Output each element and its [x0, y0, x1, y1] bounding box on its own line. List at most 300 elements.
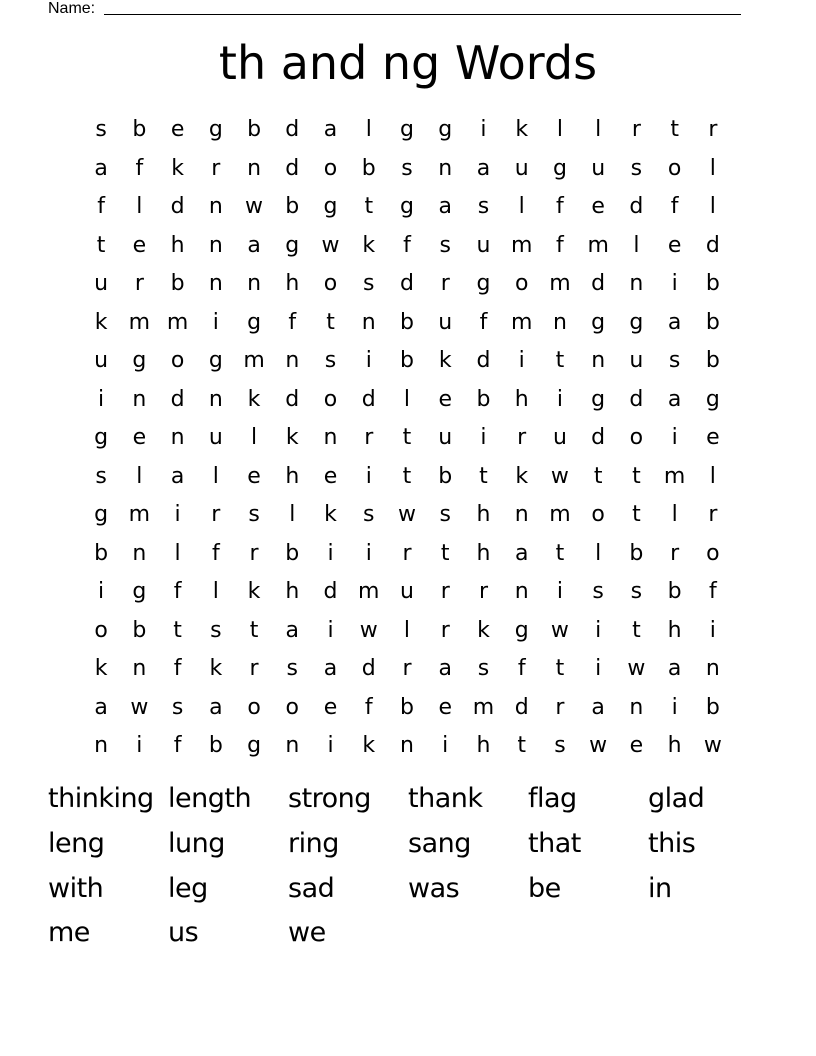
grid-letter[interactable]: w — [703, 733, 722, 759]
grid-letter[interactable]: n — [208, 271, 223, 297]
grid-letter[interactable]: b — [94, 540, 109, 566]
grid-letter[interactable]: d — [629, 386, 644, 412]
grid-letter[interactable]: r — [440, 579, 450, 605]
grid-letter[interactable]: i — [556, 386, 563, 412]
grid-letter[interactable]: w — [550, 617, 569, 643]
grid-row — [82, 650, 732, 689]
grid-letter[interactable]: t — [593, 463, 603, 489]
grid-letter[interactable]: l — [709, 155, 716, 181]
grid-letter[interactable]: a — [170, 463, 185, 489]
grid-letter[interactable]: a — [514, 540, 529, 566]
grid-letter[interactable]: o — [285, 694, 300, 720]
grid-letter[interactable]: s — [554, 733, 566, 759]
grid-letter[interactable]: w — [589, 733, 608, 759]
grid-letter[interactable]: k — [515, 463, 529, 489]
grid-letter[interactable]: s — [363, 271, 375, 297]
grid-letter[interactable]: n — [591, 348, 606, 374]
grid-letter[interactable]: t — [440, 540, 450, 566]
grid-letter[interactable]: l — [174, 540, 181, 566]
grid-letter[interactable]: a — [285, 617, 300, 643]
grid-letter[interactable]: a — [323, 117, 338, 143]
grid-letter[interactable]: l — [212, 579, 219, 605]
grid-letter[interactable]: i — [518, 348, 525, 374]
grid-letter[interactable]: w — [627, 656, 646, 682]
grid-letter[interactable]: i — [480, 425, 487, 451]
grid-letter[interactable]: e — [132, 232, 147, 258]
grid-letter[interactable]: f — [211, 540, 220, 566]
grid-letter[interactable]: b — [361, 155, 376, 181]
grid-letter[interactable]: g — [400, 117, 414, 143]
grid-letter[interactable]: i — [98, 579, 105, 605]
grid-letter[interactable]: n — [285, 733, 300, 759]
grid-letter[interactable]: l — [556, 117, 563, 143]
grid-letter[interactable]: d — [591, 271, 606, 297]
grid-letter[interactable]: h — [476, 733, 491, 759]
grid-letter[interactable]: r — [249, 540, 259, 566]
grid-letter[interactable]: d — [285, 386, 300, 412]
grid-letter[interactable]: f — [288, 309, 297, 335]
grid-letter[interactable]: n — [629, 694, 644, 720]
grid-letter[interactable]: n — [400, 733, 414, 759]
grid-letter[interactable]: d — [285, 155, 300, 181]
grid-letter[interactable]: g — [591, 386, 606, 412]
grid-letter[interactable]: b — [438, 463, 453, 489]
grid-letter[interactable]: b — [400, 348, 414, 374]
grid-letter[interactable]: m — [510, 309, 533, 335]
grid-letter[interactable]: d — [591, 425, 606, 451]
grid-letter[interactable]: o — [247, 694, 261, 720]
grid-letter[interactable]: a — [476, 155, 491, 181]
grid-letter[interactable]: f — [364, 694, 373, 720]
grid-letter[interactable]: b — [285, 194, 300, 220]
grid-letter[interactable]: i — [174, 502, 181, 528]
grid-letter[interactable]: g — [285, 232, 300, 258]
grid-letter[interactable]: f — [97, 194, 105, 220]
grid-letter[interactable]: t — [632, 463, 641, 489]
grid-row — [82, 111, 732, 150]
grid-letter[interactable]: i — [556, 579, 563, 605]
grid-letter[interactable]: t — [517, 733, 527, 759]
grid-letter[interactable]: i — [671, 694, 678, 720]
grid-letter[interactable]: t — [555, 348, 565, 374]
grid-letter[interactable]: b — [705, 348, 720, 374]
grid-letter[interactable]: s — [630, 579, 643, 605]
word-bank-item: we — [288, 917, 326, 949]
grid-letter[interactable]: u — [438, 425, 453, 451]
grid-letter[interactable]: i — [327, 733, 334, 759]
grid-letter[interactable]: w — [550, 463, 569, 489]
grid-letter[interactable]: k — [477, 617, 490, 643]
grid-letter[interactable]: e — [667, 232, 682, 258]
grid-letter[interactable]: r — [134, 271, 144, 297]
grid-letter[interactable]: n — [629, 271, 644, 297]
grid-letter[interactable]: h — [667, 617, 682, 643]
grid-letter[interactable]: w — [130, 694, 149, 720]
grid-letter[interactable]: n — [170, 425, 185, 451]
grid-row — [82, 727, 732, 766]
grid-letter[interactable]: r — [364, 425, 374, 451]
grid-letter[interactable]: b — [400, 694, 414, 720]
grid-letter[interactable]: g — [208, 117, 223, 143]
grid-letter[interactable]: l — [709, 463, 716, 489]
grid-letter[interactable]: o — [94, 617, 108, 643]
grid-letter[interactable]: t — [479, 463, 488, 489]
grid-letter[interactable]: g — [629, 309, 644, 335]
grid-letter[interactable]: o — [170, 348, 185, 374]
grid-letter[interactable]: w — [321, 232, 340, 258]
grid-letter[interactable]: e — [438, 694, 452, 720]
grid-letter[interactable]: a — [667, 386, 682, 412]
grid-letter[interactable]: i — [327, 540, 334, 566]
grid-letter[interactable]: f — [708, 579, 717, 605]
grid-letter[interactable]: h — [285, 463, 300, 489]
grid-letter[interactable]: u — [94, 271, 109, 297]
grid-letter[interactable]: g — [400, 194, 414, 220]
grid-letter[interactable]: k — [171, 155, 184, 181]
grid-letter[interactable]: u — [94, 348, 109, 374]
grid-letter[interactable]: n — [361, 309, 376, 335]
grid-letter[interactable]: n — [247, 271, 262, 297]
grid-letter[interactable]: d — [476, 348, 491, 374]
grid-letter[interactable]: e — [323, 463, 338, 489]
grid-letter[interactable]: m — [128, 502, 151, 528]
grid-letter[interactable]: o — [667, 155, 682, 181]
grid-letter[interactable]: u — [438, 309, 453, 335]
grid-letter[interactable]: r — [440, 271, 450, 297]
grid-letter[interactable]: t — [173, 617, 182, 643]
grid-letter[interactable]: n — [208, 194, 223, 220]
grid-letter[interactable]: f — [173, 656, 182, 682]
grid-letter[interactable]: w — [359, 617, 378, 643]
grid-letter[interactable]: s — [439, 502, 451, 528]
grid-letter[interactable]: s — [630, 155, 643, 181]
grid-letter[interactable]: r — [211, 155, 221, 181]
grid-letter[interactable]: o — [323, 271, 338, 297]
grid-letter[interactable]: g — [552, 155, 567, 181]
grid-letter[interactable]: u — [552, 425, 567, 451]
grid-letter[interactable]: i — [212, 309, 219, 335]
grid-letter[interactable]: h — [514, 386, 529, 412]
word-bank-item: with — [48, 872, 104, 904]
grid-letter[interactable]: g — [591, 309, 606, 335]
grid-letter[interactable]: h — [285, 579, 300, 605]
grid-letter[interactable]: m — [166, 309, 189, 335]
word-bank-item: leg — [168, 872, 208, 904]
grid-letter[interactable]: i — [709, 617, 716, 643]
grid-letter[interactable]: t — [96, 232, 106, 258]
grid-letter[interactable]: d — [400, 271, 414, 297]
grid-letter[interactable]: s — [401, 155, 413, 181]
grid-letter[interactable]: k — [94, 309, 108, 335]
grid-letter[interactable]: i — [595, 617, 602, 643]
grid-letter[interactable]: r — [478, 579, 488, 605]
grid-letter[interactable]: e — [591, 194, 605, 220]
grid-letter[interactable]: l — [671, 502, 678, 528]
grid-letter[interactable]: i — [365, 463, 372, 489]
grid-letter[interactable]: g — [247, 733, 262, 759]
grid-letter[interactable]: m — [472, 694, 495, 720]
grid-letter[interactable]: d — [361, 656, 376, 682]
grid-letter[interactable]: i — [98, 386, 105, 412]
grid-letter[interactable]: f — [556, 232, 564, 258]
grid-letter[interactable]: f — [173, 733, 182, 759]
grid-letter[interactable]: h — [476, 502, 491, 528]
grid-letter[interactable]: n — [132, 656, 147, 682]
grid-letter[interactable]: k — [362, 733, 376, 759]
grid-letter[interactable]: f — [135, 155, 144, 181]
grid-letter[interactable]: b — [170, 271, 185, 297]
grid-letter[interactable]: s — [363, 502, 375, 528]
grid-letter[interactable]: e — [323, 694, 338, 720]
grid-letter[interactable]: n — [514, 502, 529, 528]
grid-letter[interactable]: e — [247, 463, 261, 489]
grid-letter[interactable]: l — [595, 540, 602, 566]
grid-letter[interactable]: g — [132, 348, 147, 374]
grid-letter[interactable]: n — [132, 540, 147, 566]
grid-letter[interactable]: t — [364, 194, 374, 220]
grid-letter[interactable]: i — [327, 617, 334, 643]
grid-letter[interactable]: h — [285, 271, 300, 297]
grid-letter[interactable]: l — [289, 502, 296, 528]
grid-letter[interactable]: n — [94, 733, 109, 759]
grid-letter[interactable]: b — [705, 694, 720, 720]
grid-letter[interactable]: r — [517, 425, 527, 451]
grid-letter[interactable]: e — [170, 117, 185, 143]
grid-letter[interactable]: i — [136, 733, 143, 759]
grid-letter[interactable]: b — [476, 386, 491, 412]
grid-letter[interactable]: s — [439, 232, 451, 258]
grid-letter[interactable]: g — [705, 386, 720, 412]
grid-letter[interactable]: b — [667, 579, 682, 605]
grid-letter[interactable]: u — [476, 232, 491, 258]
grid-letter[interactable]: e — [438, 386, 452, 412]
grid-letter[interactable]: t — [326, 309, 335, 335]
grid-letter[interactable]: i — [365, 540, 372, 566]
grid-letter[interactable]: i — [595, 656, 602, 682]
grid-letter[interactable]: o — [706, 540, 720, 566]
grid-letter[interactable]: l — [518, 194, 525, 220]
grid-letter[interactable]: k — [515, 117, 529, 143]
grid-letter[interactable]: t — [402, 463, 412, 489]
grid-letter[interactable]: t — [670, 117, 679, 143]
grid-letter[interactable]: b — [705, 309, 720, 335]
grid-letter[interactable]: u — [400, 579, 414, 605]
grid-letter[interactable]: g — [94, 502, 109, 528]
grid-letter[interactable]: i — [671, 271, 678, 297]
grid-letter[interactable]: a — [438, 194, 452, 220]
word-bank-item: that — [528, 827, 581, 859]
grid-letter[interactable]: g — [247, 309, 262, 335]
grid-letter[interactable]: n — [552, 309, 567, 335]
grid-letter[interactable]: k — [285, 425, 299, 451]
grid-letter[interactable]: u — [591, 155, 606, 181]
grid-letter[interactable]: l — [403, 617, 411, 643]
grid-row — [82, 304, 732, 343]
grid-letter[interactable]: n — [132, 386, 147, 412]
grid-letter[interactable]: e — [629, 733, 644, 759]
grid-letter[interactable]: w — [245, 194, 264, 220]
grid-letter[interactable]: b — [400, 309, 414, 335]
grid-letter[interactable]: d — [170, 386, 185, 412]
grid-letter[interactable]: f — [517, 656, 526, 682]
grid-letter[interactable]: d — [629, 194, 644, 220]
grid-letter[interactable]: a — [323, 656, 338, 682]
grid-letter[interactable]: n — [208, 232, 223, 258]
name-underline[interactable] — [104, 14, 741, 15]
grid-letter[interactable]: b — [285, 540, 300, 566]
grid-letter[interactable]: f — [173, 579, 182, 605]
grid-letter[interactable]: n — [705, 656, 720, 682]
grid-letter[interactable]: o — [323, 386, 338, 412]
grid-letter[interactable]: s — [477, 194, 490, 220]
grid-letter[interactable]: n — [438, 155, 453, 181]
grid-letter[interactable]: m — [587, 232, 609, 258]
grid-letter[interactable]: f — [479, 309, 488, 335]
grid-letter[interactable]: r — [402, 656, 412, 682]
grid-letter[interactable]: l — [136, 194, 143, 220]
grid-letter[interactable]: u — [629, 348, 644, 374]
grid-letter[interactable]: f — [403, 232, 411, 258]
grid-letter[interactable]: r — [555, 694, 565, 720]
grid-letter[interactable]: a — [94, 155, 108, 181]
grid-letter[interactable]: i — [442, 733, 449, 759]
grid-letter[interactable]: t — [632, 502, 641, 528]
grid-letter[interactable]: g — [323, 194, 338, 220]
grid-letter[interactable]: m — [510, 232, 533, 258]
grid-letter[interactable]: n — [323, 425, 338, 451]
grid-letter[interactable]: a — [438, 656, 452, 682]
grid-letter[interactable]: k — [209, 656, 223, 682]
word-bank-item: flag — [528, 783, 577, 814]
grid-letter[interactable]: a — [667, 309, 682, 335]
grid-letter[interactable]: g — [208, 348, 223, 374]
grid-letter[interactable]: l — [709, 194, 716, 220]
grid-letter[interactable]: a — [209, 694, 223, 720]
grid-letter[interactable]: t — [249, 617, 259, 643]
grid-letter[interactable]: a — [94, 694, 108, 720]
grid-letter[interactable]: k — [247, 386, 261, 412]
grid-letter[interactable]: n — [208, 386, 223, 412]
grid-letter[interactable]: n — [285, 348, 300, 374]
grid-letter[interactable]: b — [132, 617, 147, 643]
grid-letter[interactable]: d — [170, 194, 185, 220]
grid-letter[interactable]: o — [514, 271, 529, 297]
grid-letter[interactable]: i — [365, 348, 372, 374]
grid-letter[interactable]: d — [361, 386, 376, 412]
grid-letter[interactable]: f — [556, 194, 564, 220]
grid-letter[interactable]: i — [671, 425, 678, 451]
grid-letter[interactable]: d — [705, 232, 720, 258]
grid-letter[interactable]: m — [549, 271, 571, 297]
grid-letter[interactable]: b — [705, 271, 720, 297]
grid-letter[interactable]: h — [170, 232, 185, 258]
grid-letter[interactable]: l — [212, 463, 219, 489]
grid-letter[interactable]: g — [94, 425, 109, 451]
grid-letter[interactable]: g — [476, 271, 491, 297]
grid-letter[interactable]: r — [708, 502, 718, 528]
grid-letter[interactable]: b — [132, 117, 147, 143]
grid-letter[interactable]: a — [247, 232, 261, 258]
grid-letter[interactable]: s — [324, 348, 337, 374]
grid-letter[interactable]: s — [95, 463, 107, 489]
grid-letter[interactable]: e — [706, 425, 720, 451]
word-bank-item: us — [168, 917, 199, 949]
grid-letter[interactable]: m — [128, 309, 151, 335]
grid-letter[interactable]: s — [477, 656, 490, 682]
grid-letter[interactable]: a — [591, 694, 605, 720]
grid-letter[interactable]: r — [249, 656, 259, 682]
grid-letter[interactable]: k — [438, 348, 452, 374]
grid-letter[interactable]: l — [365, 117, 372, 143]
grid-letter[interactable]: s — [668, 348, 681, 374]
grid-letter[interactable]: g — [514, 617, 529, 643]
grid-letter[interactable]: r — [402, 540, 412, 566]
grid-letter[interactable]: d — [323, 579, 338, 605]
grid-letter[interactable]: g — [132, 579, 147, 605]
grid-letter[interactable]: m — [663, 463, 686, 489]
grid-letter[interactable]: k — [247, 579, 261, 605]
grid-letter[interactable]: i — [480, 117, 487, 143]
grid-letter[interactable]: l — [136, 463, 143, 489]
grid-letter[interactable]: o — [629, 425, 644, 451]
grid-letter[interactable]: s — [592, 579, 604, 605]
grid-letter[interactable]: d — [514, 694, 529, 720]
grid-letter[interactable]: t — [555, 656, 565, 682]
grid-letter[interactable]: k — [324, 502, 337, 528]
grid-letter[interactable]: o — [591, 502, 605, 528]
grid-letter[interactable]: f — [670, 194, 679, 220]
grid-letter[interactable]: a — [667, 656, 682, 682]
grid-letter[interactable]: s — [210, 617, 222, 643]
grid-letter[interactable]: l — [250, 425, 258, 451]
grid-letter[interactable]: m — [243, 348, 265, 374]
grid-letter[interactable]: u — [514, 155, 529, 181]
grid-letter[interactable]: k — [94, 656, 108, 682]
grid-letter[interactable]: m — [358, 579, 380, 605]
grid-letter[interactable]: g — [438, 117, 453, 143]
grid-letter[interactable]: h — [667, 733, 682, 759]
grid-letter[interactable]: n — [514, 579, 529, 605]
grid-letter[interactable]: d — [285, 117, 300, 143]
grid-letter[interactable]: l — [595, 117, 602, 143]
grid-letter[interactable]: t — [555, 540, 565, 566]
grid-letter[interactable]: s — [248, 502, 260, 528]
grid-letter[interactable]: t — [632, 617, 641, 643]
grid-letter[interactable]: l — [633, 232, 640, 258]
grid-letter[interactable]: l — [403, 386, 411, 412]
grid-letter[interactable]: b — [247, 117, 262, 143]
grid-letter[interactable]: w — [397, 502, 416, 528]
grid-letter[interactable]: s — [286, 656, 299, 682]
grid-letter[interactable]: n — [247, 155, 262, 181]
grid-letter[interactable]: b — [629, 540, 644, 566]
grid-letter[interactable]: r — [708, 117, 718, 143]
grid-letter[interactable]: e — [132, 425, 147, 451]
grid-letter[interactable]: u — [208, 425, 223, 451]
grid-letter[interactable]: r — [631, 117, 641, 143]
grid-letter[interactable]: s — [171, 694, 184, 720]
grid-letter[interactable]: r — [440, 617, 450, 643]
grid-letter[interactable]: r — [670, 540, 680, 566]
grid-letter[interactable]: m — [549, 502, 571, 528]
grid-letter[interactable]: r — [211, 502, 221, 528]
grid-letter[interactable]: k — [362, 232, 376, 258]
grid-letter[interactable]: o — [323, 155, 338, 181]
grid-letter[interactable]: b — [208, 733, 223, 759]
grid-letter[interactable]: h — [476, 540, 491, 566]
grid-letter[interactable]: s — [95, 117, 107, 143]
grid-letter[interactable]: t — [402, 425, 412, 451]
